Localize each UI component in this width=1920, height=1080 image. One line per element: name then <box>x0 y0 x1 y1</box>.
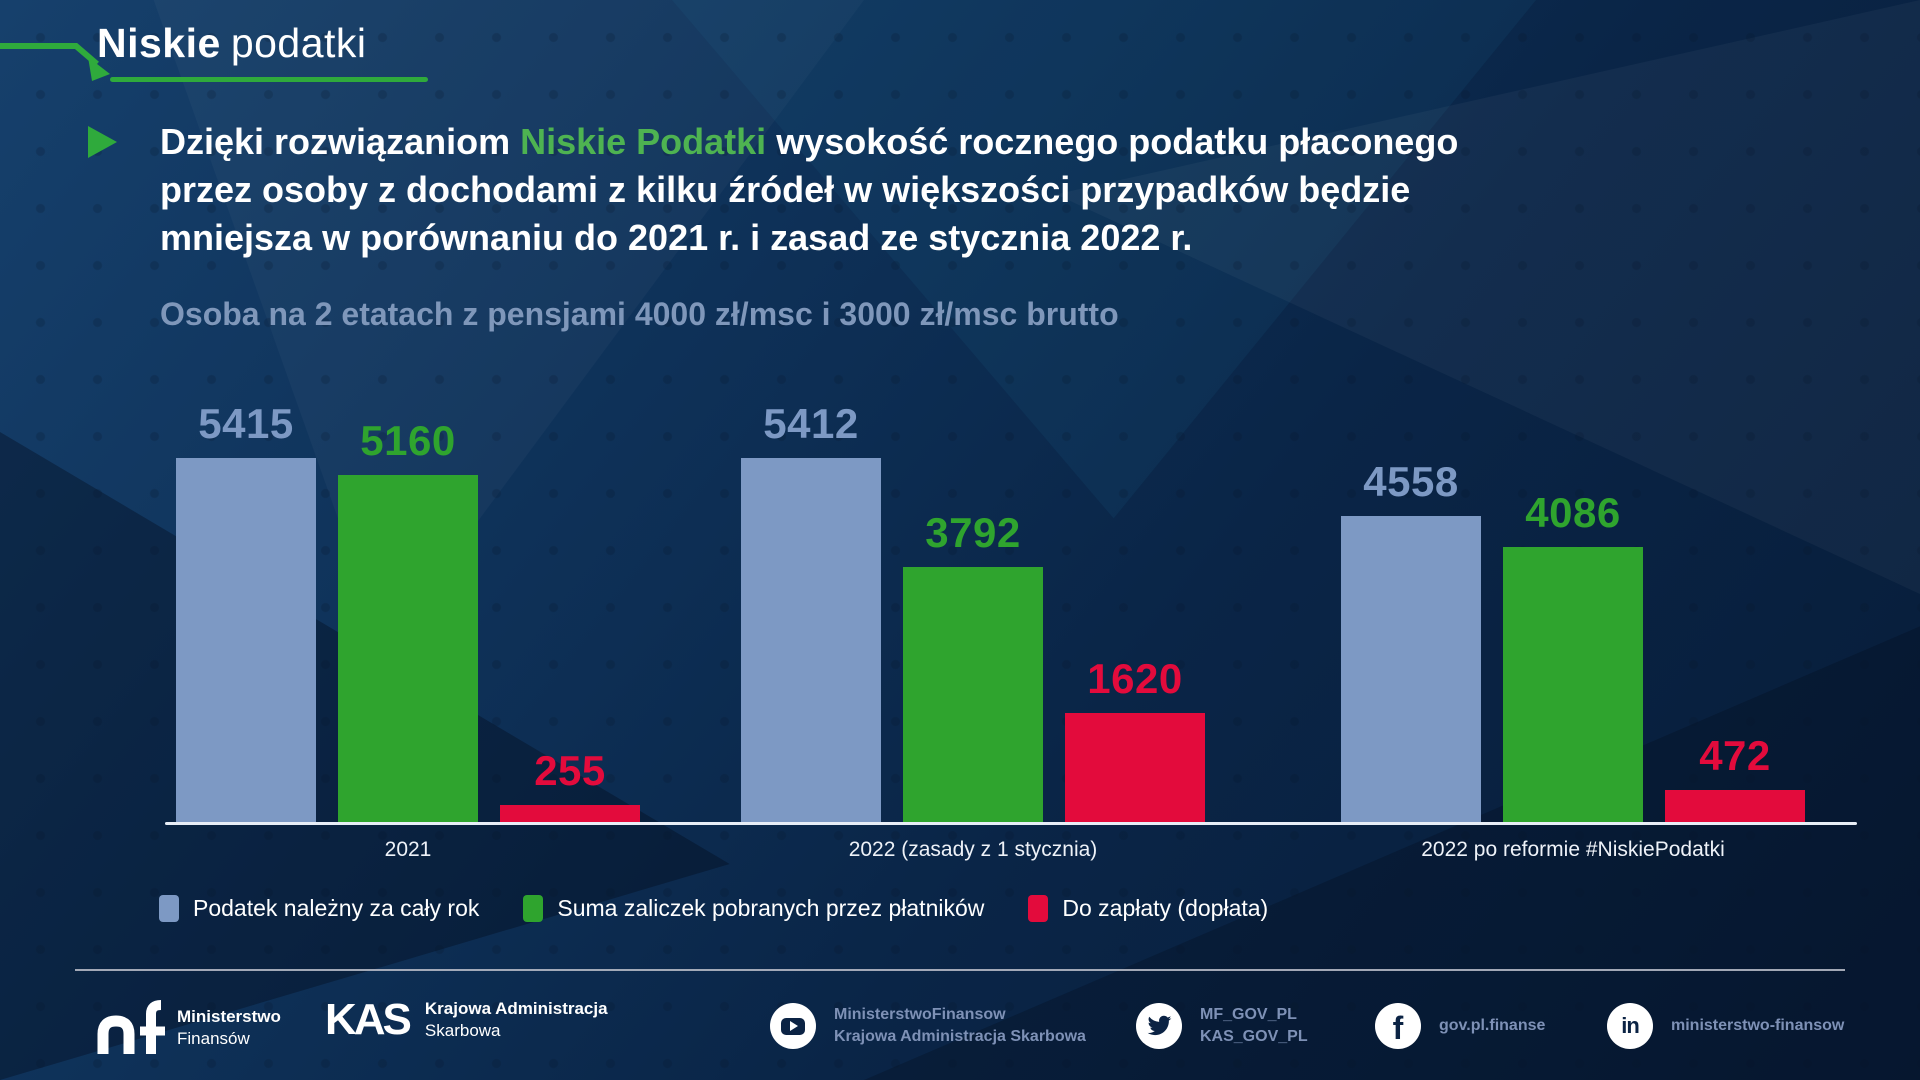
youtube-handle-line2: Krajowa Administracja Skarbowa <box>834 1028 1086 1045</box>
brand-logo <box>97 20 367 67</box>
legend-label: Podatek należny za cały rok <box>193 895 480 921</box>
brand-bold-text: Niskie <box>97 20 221 66</box>
linkedin-page <box>1607 1003 1844 1049</box>
legend-label: Suma zaliczek pobranych przez płatników <box>557 895 985 921</box>
category-label: 2022 po reformie #NiskiePodatki <box>1421 838 1725 861</box>
bar-value-label: 4558 <box>1363 458 1459 505</box>
bar-value-label: 255 <box>534 747 606 794</box>
bar <box>903 567 1043 822</box>
kas-monogram-icon: KAS <box>325 995 409 1044</box>
kas-label-line2: Skarbowa <box>424 1021 501 1040</box>
bar-value-label: 5415 <box>198 400 294 447</box>
bar <box>176 458 316 822</box>
legend-swatch <box>523 895 543 922</box>
kas-label-line1: Krajowa Administracja <box>424 999 608 1018</box>
bar <box>1065 713 1205 822</box>
bar <box>1665 790 1805 822</box>
headline-line2: przez osoby z dochodami z kilku źródeł w większości przypadków będzie <box>160 169 1411 210</box>
category-label: 2022 (zasady z 1 stycznia) <box>848 838 1098 861</box>
bar <box>1503 547 1643 822</box>
bar <box>741 458 881 822</box>
headline-line1-pre: Dzięki rozwiązaniom <box>160 121 521 162</box>
facebook-icon: f <box>1375 1003 1421 1049</box>
bar-value-label: 4086 <box>1525 489 1621 536</box>
brand-light-text: podatki <box>230 20 367 66</box>
linkedin-icon: in <box>1607 1003 1653 1049</box>
mf-monogram-icon <box>95 998 165 1058</box>
youtube-channel <box>770 1003 1086 1049</box>
twitter-account <box>1136 1003 1308 1049</box>
bar-value-label: 1620 <box>1087 655 1183 702</box>
category-label: 2021 <box>384 838 432 861</box>
facebook-page <box>1375 1003 1545 1049</box>
headline-line1-highlight: Niskie Podatki <box>520 121 767 162</box>
twitter-handle-line1: MF_GOV_PL <box>1200 1006 1297 1023</box>
play-triangle-icon <box>88 126 117 158</box>
headline-line1 <box>160 118 1458 166</box>
legend-item <box>523 895 984 922</box>
footer-divider <box>75 969 1845 971</box>
linkedin-handle: ministerstwo-finansow <box>1671 1017 1845 1034</box>
bar <box>500 805 640 822</box>
mf-label-line2: Finansów <box>177 1029 250 1048</box>
bar-value-label: 5160 <box>360 417 456 464</box>
legend-item <box>1028 895 1268 922</box>
youtube-handle-line1: MinisterstwoFinansow <box>834 1006 1006 1023</box>
headline-line1-post: wysokość rocznego podatku płaconego <box>766 121 1459 162</box>
legend-swatch <box>159 895 179 922</box>
ministry-of-finance-logo <box>95 998 281 1058</box>
facebook-handle: gov.pl.finanse <box>1439 1017 1546 1034</box>
chart-legend <box>159 895 1268 922</box>
bar <box>1341 516 1481 822</box>
legend-label: Do zapłaty (dopłata) <box>1062 895 1269 921</box>
bar-value-label: 3792 <box>925 509 1021 556</box>
legend-swatch <box>1028 895 1048 922</box>
twitter-handle-line2: KAS_GOV_PL <box>1200 1028 1308 1045</box>
headline <box>160 118 1458 262</box>
mf-label-line1: Ministerstwo <box>177 1007 281 1026</box>
bar-value-label: 472 <box>1699 732 1771 779</box>
legend-item <box>159 895 479 922</box>
youtube-icon <box>770 1003 816 1049</box>
kas-logo <box>325 995 608 1044</box>
x-axis-line <box>165 822 1857 825</box>
twitter-icon <box>1136 1003 1182 1049</box>
bar-value-label: 5412 <box>763 400 859 447</box>
brand-underline <box>110 77 428 82</box>
bar <box>338 475 478 822</box>
headline-line3: mniejsza w porównaniu do 2021 r. i zasad ze stycznia 2022 r. <box>160 217 1193 258</box>
chart-subtitle: Osoba na 2 etatach z pensjami 4000 zł/msc i 3000 zł/msc brutto <box>160 296 1119 332</box>
